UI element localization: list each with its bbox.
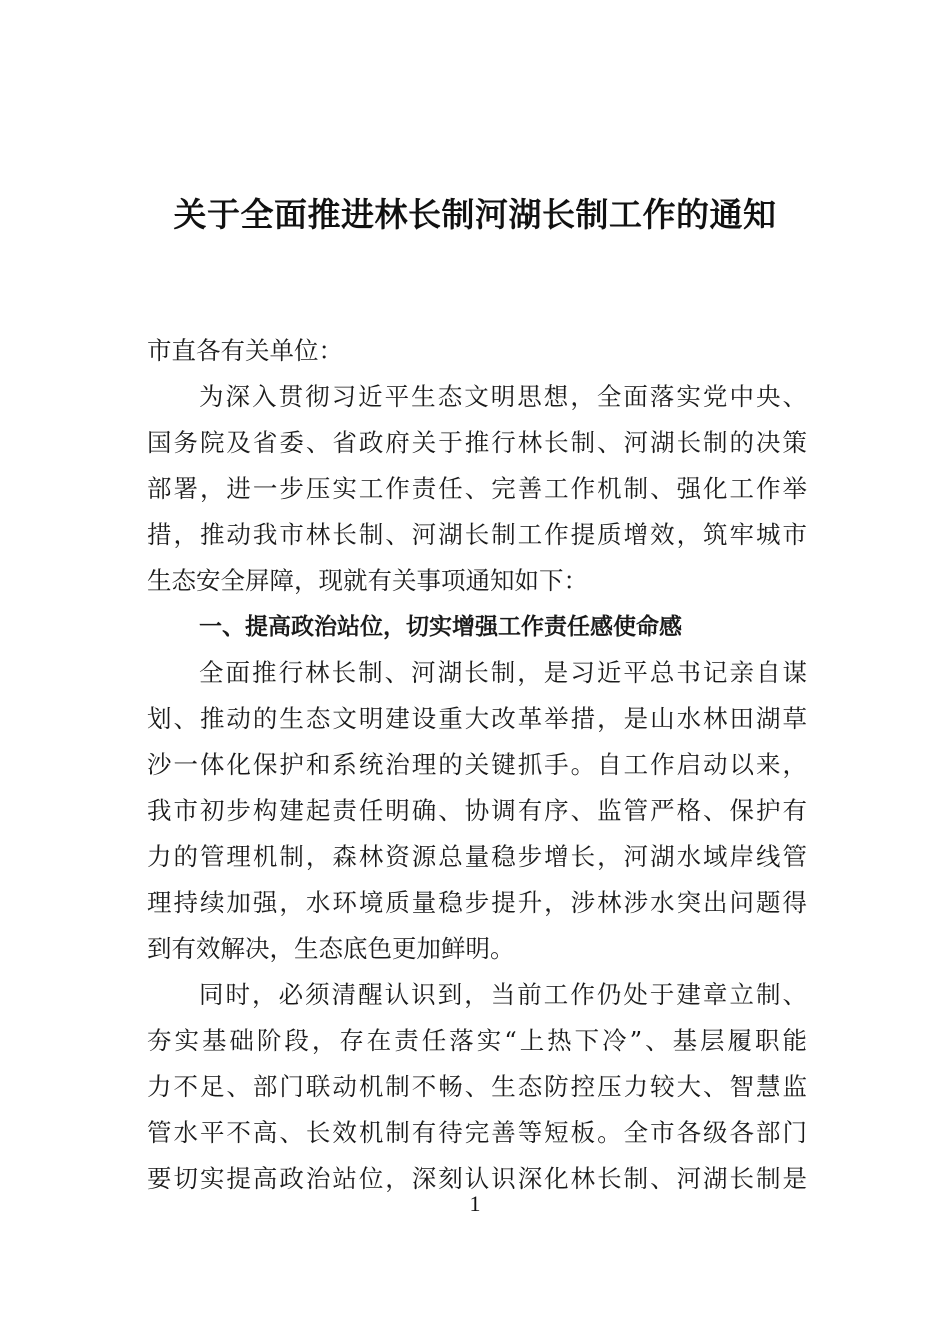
paragraph-line: 力的管理机制，森林资源总量稳步增长，河湖水域岸线管 [147,842,807,871]
paragraph-line: 为深入贯彻习近平生态文明思想，全面落实党中央、 [199,382,807,411]
paragraph-line: 理持续加强，水环境质量稳步提升，涉林涉水突出问题得 [147,888,807,917]
paragraph-line: 要切实提高政治站位，深刻认识深化林长制、河湖长制是 [147,1164,807,1193]
document-title: 关于全面推进林长制河湖长制工作的通知 [173,195,777,234]
paragraph-line: 部署，进一步压实工作责任、完善工作机制、强化工作举 [147,474,807,503]
paragraph-line: 沙一体化保护和系统治理的关键抓手。自工作启动以来， [147,750,807,779]
paragraph-line: 我市初步构建起责任明确、协调有序、监管严格、保护有 [147,796,807,825]
paragraph-line: 夯实基础阶段，存在责任落实“上热下冷”、基层履职能 [147,1026,807,1055]
paragraph-line: 全面推行林长制、河湖长制，是习近平总书记亲自谋 [199,658,807,687]
paragraph-line: 管水平不高、长效机制有待完善等短板。全市各级各部门 [147,1118,807,1147]
paragraph-line: 措，推动我市林长制、河湖长制工作提质增效，筑牢城市 [147,520,807,549]
paragraph-line: 同时，必须清醒认识到，当前工作仍处于建章立制、 [199,980,807,1009]
page-number: 1 [469,1191,481,1216]
paragraph-achievements [147,650,807,972]
paragraph-line: 国务院及省委、省政府关于推行林长制、河湖长制的决策 [147,428,807,457]
section-heading: 一、提高政治站位，切实增强工作责任感使命感 [199,614,682,640]
document-body [147,328,807,1202]
salutation: 市直各有关单位： [147,336,343,365]
paragraph-line: 划、推动的生态文明建设重大改革举措，是山水林田湖草 [147,704,807,733]
paragraph-problems [147,972,807,1202]
paragraph-line: 力不足、部门联动机制不畅、生态防控压力较大、智慧监 [147,1072,807,1101]
paragraph-line: 生态安全屏障，现就有关事项通知如下： [147,566,588,595]
paragraph-line: 到有效解决，生态底色更加鲜明。 [147,934,515,963]
paragraph-intro [147,374,807,604]
